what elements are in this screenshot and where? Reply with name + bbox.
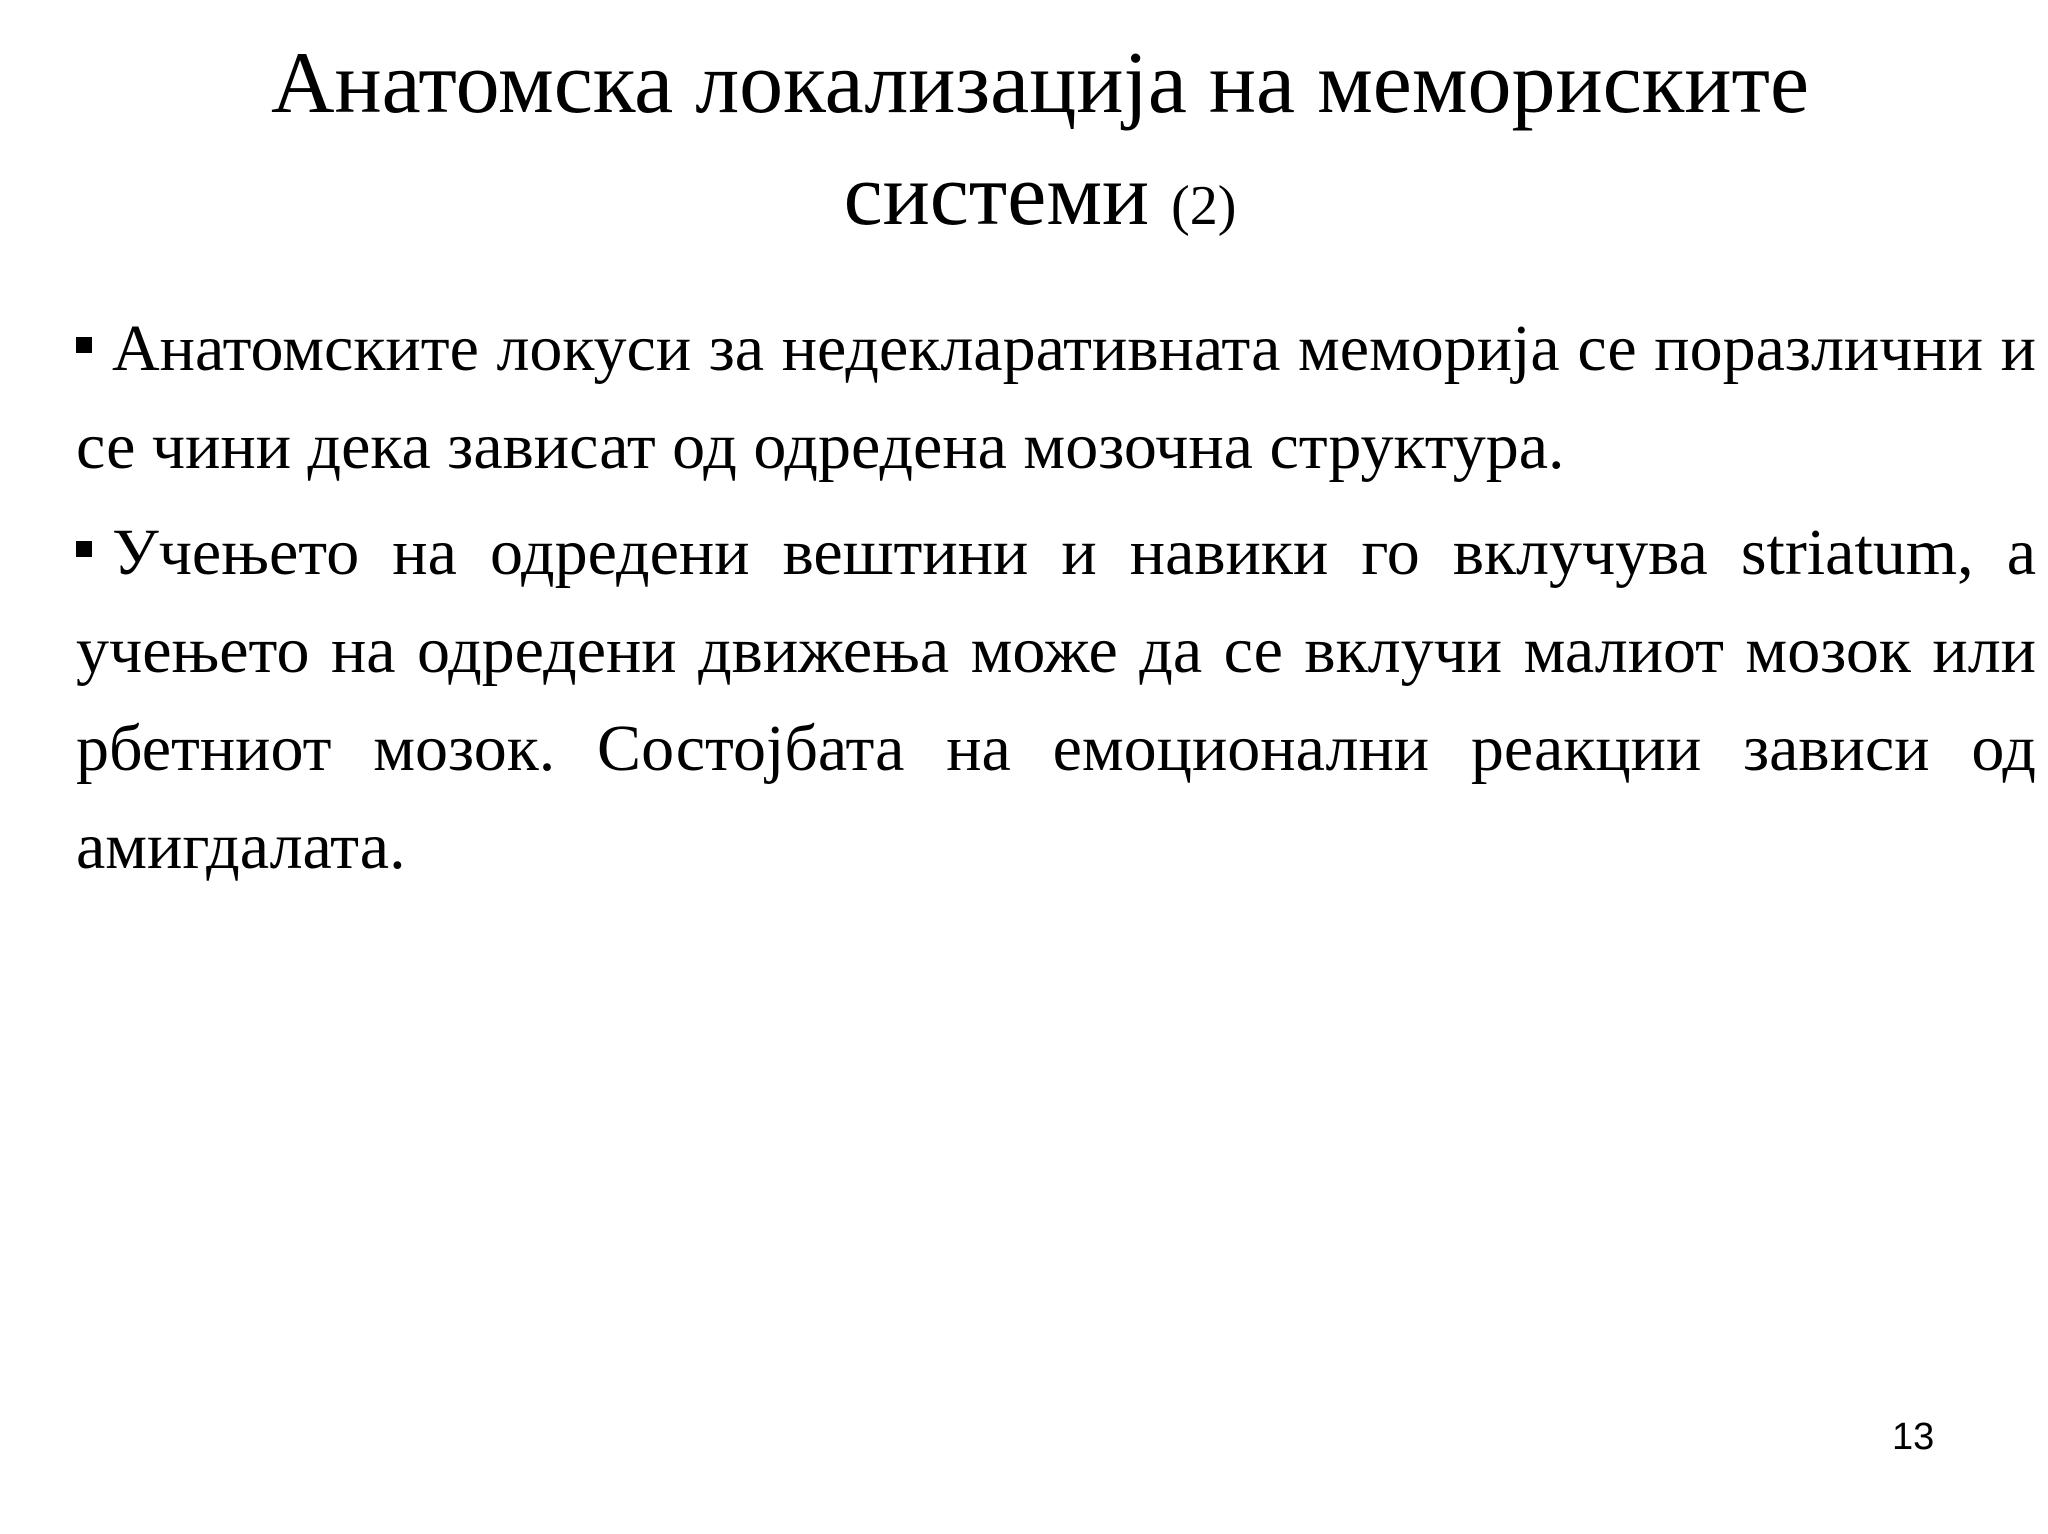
slide-title-suffix: (2) <box>1171 175 1237 237</box>
slide-content <box>76 300 2036 904</box>
bullet-text: Анатомските локуси за недекларативната меморија се поразлични и се чини дека зависат од одредена мозочна структура. <box>76 312 2036 483</box>
slide-title <box>160 28 1920 262</box>
square-bullet-icon <box>76 541 92 557</box>
bullet-item <box>76 504 2036 896</box>
bullet-text: Учењето на одредени вештини и навики го вклучува striatum, а учењето на одредени движења може да се вклучи малиот мозок или рбетниот мозок. Состојбата на емоционални реакции зависи од амигдалата. <box>76 516 2036 883</box>
page-number: 13 <box>1892 1416 1935 1458</box>
bullet-item <box>76 300 2036 496</box>
slide-title-main: Анатомска локализација на мемориските системи <box>270 35 1810 244</box>
square-bullet-icon <box>76 337 92 353</box>
